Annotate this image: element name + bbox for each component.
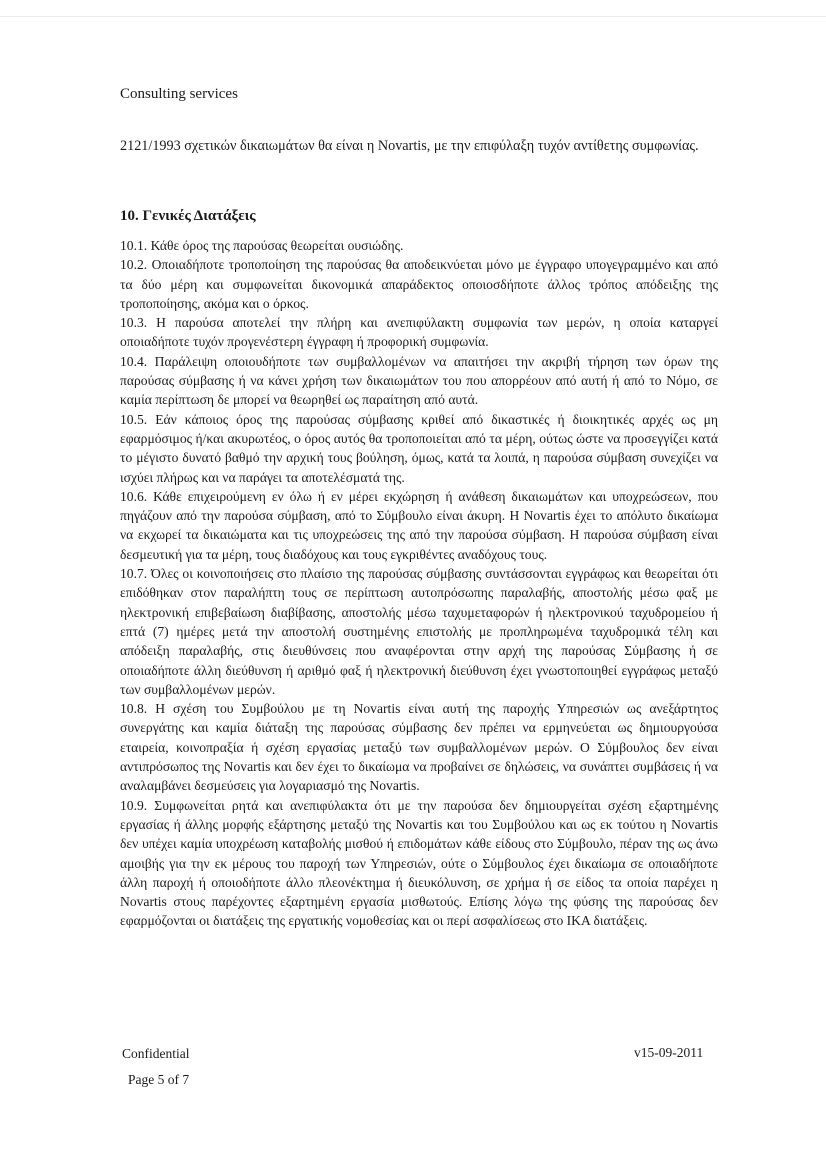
clause-10-8: 10.8. Η σχέση του Συμβούλου με τη Novartis είναι αυτή της παροχής Υπηρεσιών ως ανεξάρτητος συνεργάτης και καμία διάταξη της παρούσας σύμβασης δεν πρέπει να ερμηνεύεται ως δημιουργούσα εταιρεία, κοινοπραξία ή σχέση εργασίας μεταξύ των συμβαλλομένων μερών. Ο Σύμβουλος δεν είναι αντιπρόσωπος της Novartis και δεν έχει το δικαίωμα να προβαίνει σε δηλώσεις, να συνάπτει συμβάσεις ή να αναλαμβάνει δεσμεύσεις για λογαριασμό της Novartis. (120, 701, 718, 794)
clause-10-4: 10.4. Παράλειψη οποιουδήποτε των συμβαλλομένων να απαιτήσει την ακριβή τήρηση των όρων της παρούσας σύμβασης ή να κάνει χρήση των δικαιωμάτων του που απορρέουν από αυτή ή από το Νόμο, σε καμία περίπτωση δε μπορεί να θεωρηθεί ως παραίτηση από αυτά. (120, 353, 718, 408)
scan-edge-line (0, 16, 826, 17)
footer-left (122, 1041, 190, 1093)
version-label: v15-09-2011 (634, 1045, 704, 1060)
clause-10-2: 10.2. Οποιαδήποτε τροποποίηση της παρούσας θα αποδεικνύεται μόνο με έγγραφο υπογεγραμμένο και από τα δύο μέρη και συμφωνείται δικονομικά απαράδεκτος οποιοσδήποτε άλλος τρόπος απόδειξης της τροποποίησης, ακόμα και ο όρκος. (120, 257, 718, 311)
clause-10-3: 10.3. Η παρούσα αποτελεί την πλήρη και ανεπιφύλακτη συμφωνία των μερών, η οποία καταργεί οποιαδήποτε τυχόν προγενέστερη έγγραφη ή προφορική συμφωνία. (120, 315, 718, 350)
clause-10-6: 10.6. Κάθε επιχειρούμενη εν όλω ή εν μέρει εκχώρηση ή ανάθεση δικαιωμάτων και υποχρεώσεων, που πηγάζουν από την παρούσα σύμβαση, από το Σύμβουλο είναι άκυρη. Η Novartis έχει το απόλυτο δικαίωμα να εκχωρεί τα δικαιώματα και τις υποχρεώσεις της από την παρούσα σύμβαση. Η παρούσα σύμβαση είναι δεσμευτική για τα μέρη, τους διαδόχους και τους εγκριθέντες αναδόχους τους. (120, 488, 718, 562)
clause-10-9: 10.9. Συμφωνείται ρητά και ανεπιφύλακτα ότι με την παρούσα δεν δημιουργείται σχέση εξαρτημένης εργασίας ή άλλης μορφής εξάρτησης μεταξύ της Novartis και του Συμβούλου και ως εκ τούτου η Novartis δεν υπέχει καμία υποχρέωση καταβολής μισθού ή επιδομάτων κάθε είδους στο Σύμβουλο, πέραν της ως άνω αμοιβής για την εκ μέρους του παροχή των Υπηρεσιών, ούτε ο Σύμβουλος έχει δικαίωμα σε οποιαδήποτε άλλη παροχή ή οποιοδήποτε άλλο πλεονέκτημα ή διευκόλυνση, σε χρήμα ή σε είδος τα οποία παρέχει η Novartis στους παρέχοντες εξαρτημένη εργασία μισθωτούς. Επίσης λόγω της φύσης της παρούσας δεν εφαρμόζονται οι διατάξεις της εργατικής νομοθεσίας και οι περί ασφαλίσεως στο ΙΚΑ διατάξεις. (120, 797, 718, 929)
document-header: Consulting services (120, 86, 238, 102)
clause-10-5: 10.5. Εάν κάποιος όρος της παρούσας σύμβασης κριθεί από δικαστικές ή διοικητικές αρχές ως μη εφαρμόσιμος ή/και ακυρωτέος, ο όρος αυτός θα τροποποιείται από τα μέρη, ούτως ώστε να προσεγγίζει κατά το μέγιστο δυνατό βαθμό την αρχική τους βούληση, όμως, κατά τα λοιπά, η παρούσα σύμβαση συνεχίζει να ισχύει πλήρως και να παράγει τα αποτελέσματά της. (120, 411, 718, 485)
clause-10-1: 10.1. Κάθε όρος της παρούσας θεωρείται ουσιώδης. (120, 238, 404, 253)
clause-10-7: 10.7. Όλες οι κοινοποιήσεις στο πλαίσιο της παρούσας σύμβασης συντάσσονται εγγράφως και θεωρείται ότι επιδόθηκαν στον παραλήπτη τους σε περίπτωση αυτοπρόσωπης παραλαβής, αποστολής μέσω φαξ με ηλεκτρονική επιβεβαίωση διαβίβασης, αποστολής μέσω ταχυμεταφορών ή ηλεκτρονικού ταχυδρομείου ή επτά (7) ημέρες μετά την αποστολή συστημένης επιστολής με προπληρωμένα ταχυδρομικά τέλη και απόδειξη παραλαβής, στις διευθύνσεις που αναφέρονται στην αρχή της παρούσας Σύμβασης ή σε οποιαδήποτε άλλη διεύθυνση ή αριθμό φαξ ή ηλεκτρονική διεύθυνση έχει γνωστοποιηθεί εγγράφως μεταξύ των συμβαλλομένων μερών. (120, 566, 718, 697)
confidential-label: Confidential (122, 1046, 190, 1061)
section-title: 10. Γενικές Διατάξεις (120, 208, 256, 224)
clauses-list (120, 236, 718, 931)
intro-paragraph: 2121/1993 σχετικών δικαιωμάτων θα είναι η Novartis, με την επιφύλαξη τυχόν αντίθετης συμφωνίας. (120, 138, 699, 154)
page-number: Page 5 of 7 (128, 1072, 190, 1087)
